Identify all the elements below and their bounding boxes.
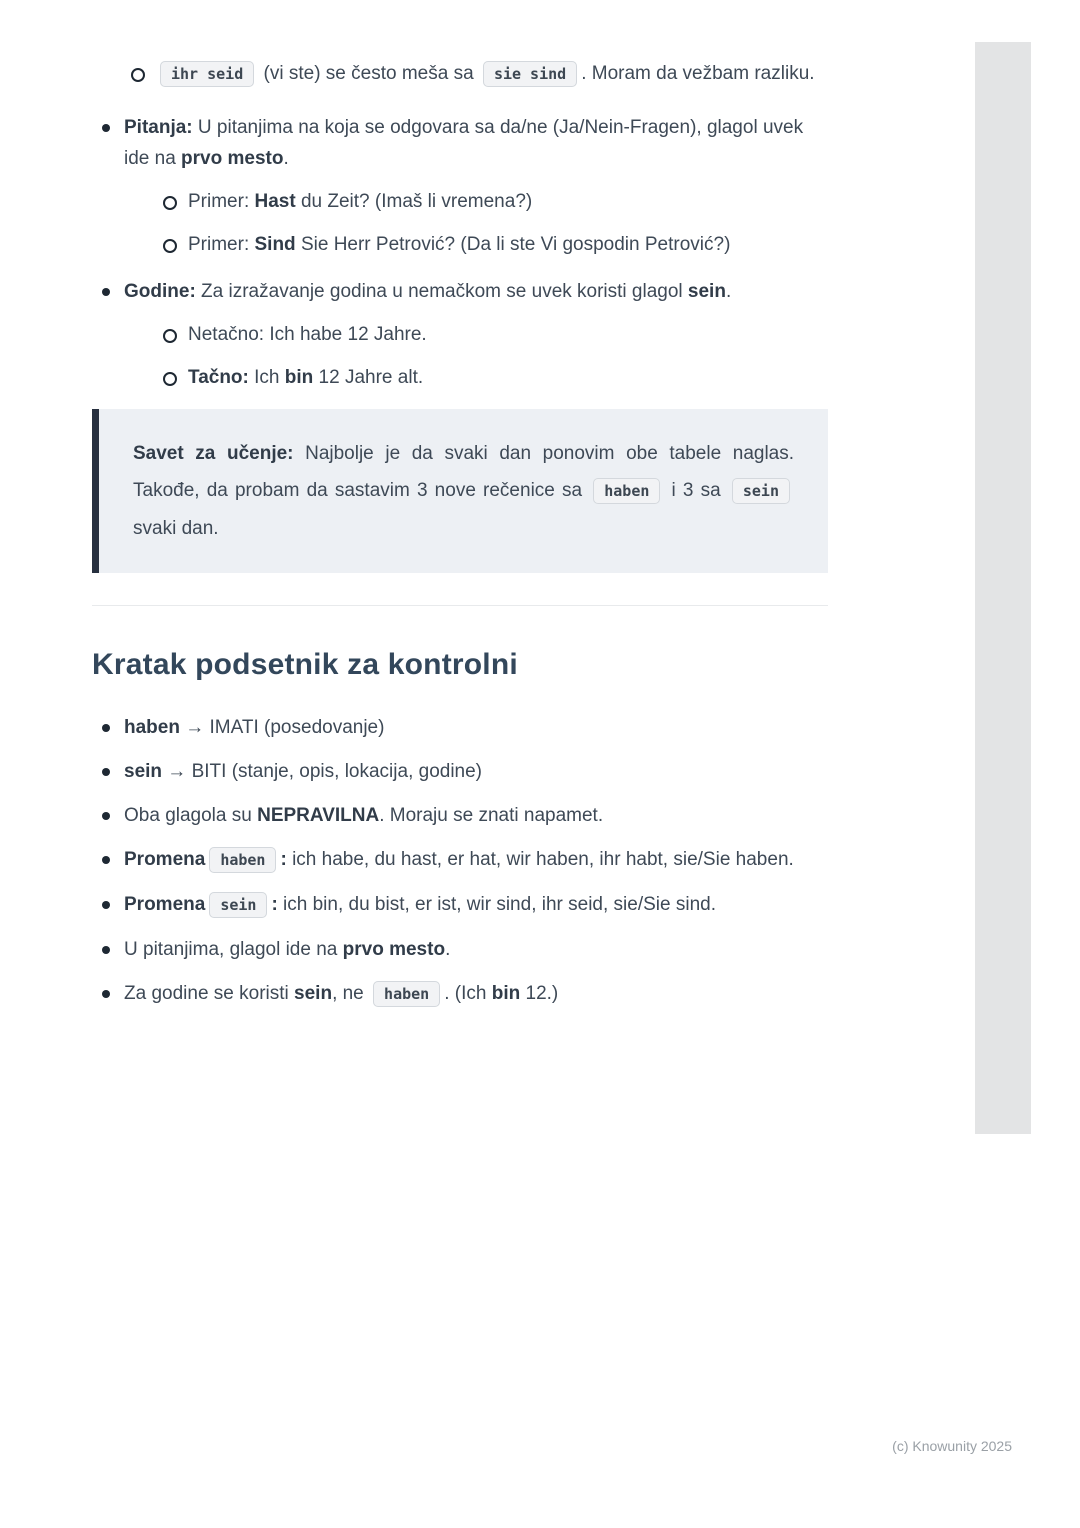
text-run: , ne: [332, 983, 370, 1004]
text-run: ich habe, du hast, er hat, wir haben, ihr habt, sie/Sie haben.: [286, 849, 794, 870]
text-run: Tačno:: [188, 367, 249, 388]
list-item-text: [188, 234, 730, 255]
section-heading: Kratak podsetnik za kontrolni: [92, 648, 518, 681]
list-item: [92, 934, 828, 965]
text-run: ich bin, du bist, er ist, wir sind, ihr seid, sie/Sie sind.: [277, 894, 716, 915]
section-divider: [92, 605, 828, 606]
text-run: Hast: [254, 191, 296, 212]
text-run: Oba glagola su: [124, 805, 258, 826]
text-run: Za izražavanje godina u nemačkom se uvek koristi glagol: [195, 281, 688, 302]
list-item-text: [124, 761, 482, 782]
scrollbar-thumb[interactable]: [975, 42, 1031, 1134]
text-run: prvo mesto: [342, 939, 446, 960]
text-run: Promena: [124, 849, 206, 870]
text-run: Ich: [248, 367, 285, 388]
inline-code: haben: [209, 847, 276, 873]
text-run: Savet za učenje:: [133, 443, 294, 464]
list-item-text: [124, 849, 794, 870]
text-run: bin: [491, 983, 521, 1004]
list-item-text: [124, 894, 716, 915]
list-item-text: [188, 367, 423, 388]
text-run: sein: [124, 761, 163, 782]
text-run: Promena: [124, 894, 206, 915]
sub-list: [156, 186, 828, 260]
list-item-text: [124, 805, 603, 826]
list-item-text: [188, 191, 532, 212]
text-run: → BITI (stanje, opis, lokacija, godine): [162, 761, 483, 782]
inline-code: sein: [209, 892, 267, 918]
text-run: bin: [284, 367, 314, 388]
list-item-text: [124, 983, 558, 1004]
list-item: [92, 889, 828, 921]
list-item-text: [124, 717, 384, 738]
text-run: i 3 sa: [664, 480, 728, 501]
list-item: [92, 800, 828, 831]
list-item: [124, 58, 828, 90]
text-run: . (Ich: [444, 983, 492, 1004]
sub-list: [156, 319, 828, 393]
text-run: :: [280, 849, 287, 870]
list-item: [92, 712, 828, 743]
list-item: [156, 319, 828, 350]
text-run: → IMATI (posedovanje): [179, 717, 385, 738]
text-run: prvo mesto: [181, 148, 284, 169]
list-item: [92, 276, 828, 393]
text-run: Primer:: [188, 191, 255, 212]
text-run: (vi ste) se često meša sa: [258, 63, 479, 84]
text-run: Primer:: [188, 234, 255, 255]
text-run: . Moram da vežbam razliku.: [581, 63, 815, 84]
list-item: [156, 186, 828, 217]
text-run: Godine:: [124, 281, 196, 302]
text-run: Sie Herr Petrović? (Da li ste Vi gospodin Petrović?): [295, 234, 731, 255]
text-run: .: [283, 148, 289, 169]
text-run: Sind: [254, 234, 296, 255]
list-item: [92, 112, 828, 260]
text-run: du Zeit? (Imaš li vremena?): [295, 191, 533, 212]
list-item: [92, 844, 828, 876]
inline-code: sie sind: [483, 61, 577, 87]
list-item-text: [124, 117, 803, 169]
text-run: sein: [294, 983, 333, 1004]
list-item: [156, 229, 828, 260]
list-item-text: [124, 939, 450, 960]
text-run: sein: [687, 281, 726, 302]
text-run: Za godine se koristi: [124, 983, 295, 1004]
inline-code: ihr seid: [160, 61, 254, 87]
text-run: 12 Jahre alt.: [313, 367, 424, 388]
tip-callout: [92, 409, 828, 573]
text-run: NEPRAVILNA: [257, 805, 380, 826]
text-run: U pitanjima na koja se odgovara sa da/ne (Ja/Nein-Fragen), glagol uvek ide na: [124, 117, 804, 169]
list-item: [92, 756, 828, 787]
text-run: Najbolje je da svaki dan ponovim obe tabele naglas. Takođe, da probam da sastavim 3 nove rečenice sa: [133, 443, 795, 501]
list-item: [92, 978, 828, 1010]
text-run: Netačno: Ich habe 12 Jahre.: [188, 324, 427, 345]
callout-text: [133, 443, 794, 539]
document-content: [92, 46, 828, 1023]
copyright-footer: (c) Knowunity 2025: [892, 1438, 1012, 1454]
text-run: Pitanja:: [124, 117, 193, 138]
text-run: .: [725, 281, 732, 302]
text-run: :: [271, 894, 278, 915]
list-item-text: [124, 281, 731, 302]
inline-code: sein: [732, 478, 790, 504]
list-item-text: [188, 324, 427, 345]
text-run: U pitanjima, glagol ide na: [124, 939, 343, 960]
inline-code: haben: [373, 981, 440, 1007]
notes-list: [92, 112, 828, 393]
list-item-text: [156, 63, 815, 84]
text-run: .: [445, 939, 451, 960]
intro-sub-list: [124, 58, 828, 90]
summary-list: [92, 712, 828, 1010]
list-item: [156, 362, 828, 393]
text-run: 12.): [520, 983, 559, 1004]
text-run: haben: [124, 717, 180, 738]
text-run: svaki dan.: [133, 518, 219, 539]
text-run: . Moraju se znati napamet.: [379, 805, 604, 826]
inline-code: haben: [593, 478, 660, 504]
